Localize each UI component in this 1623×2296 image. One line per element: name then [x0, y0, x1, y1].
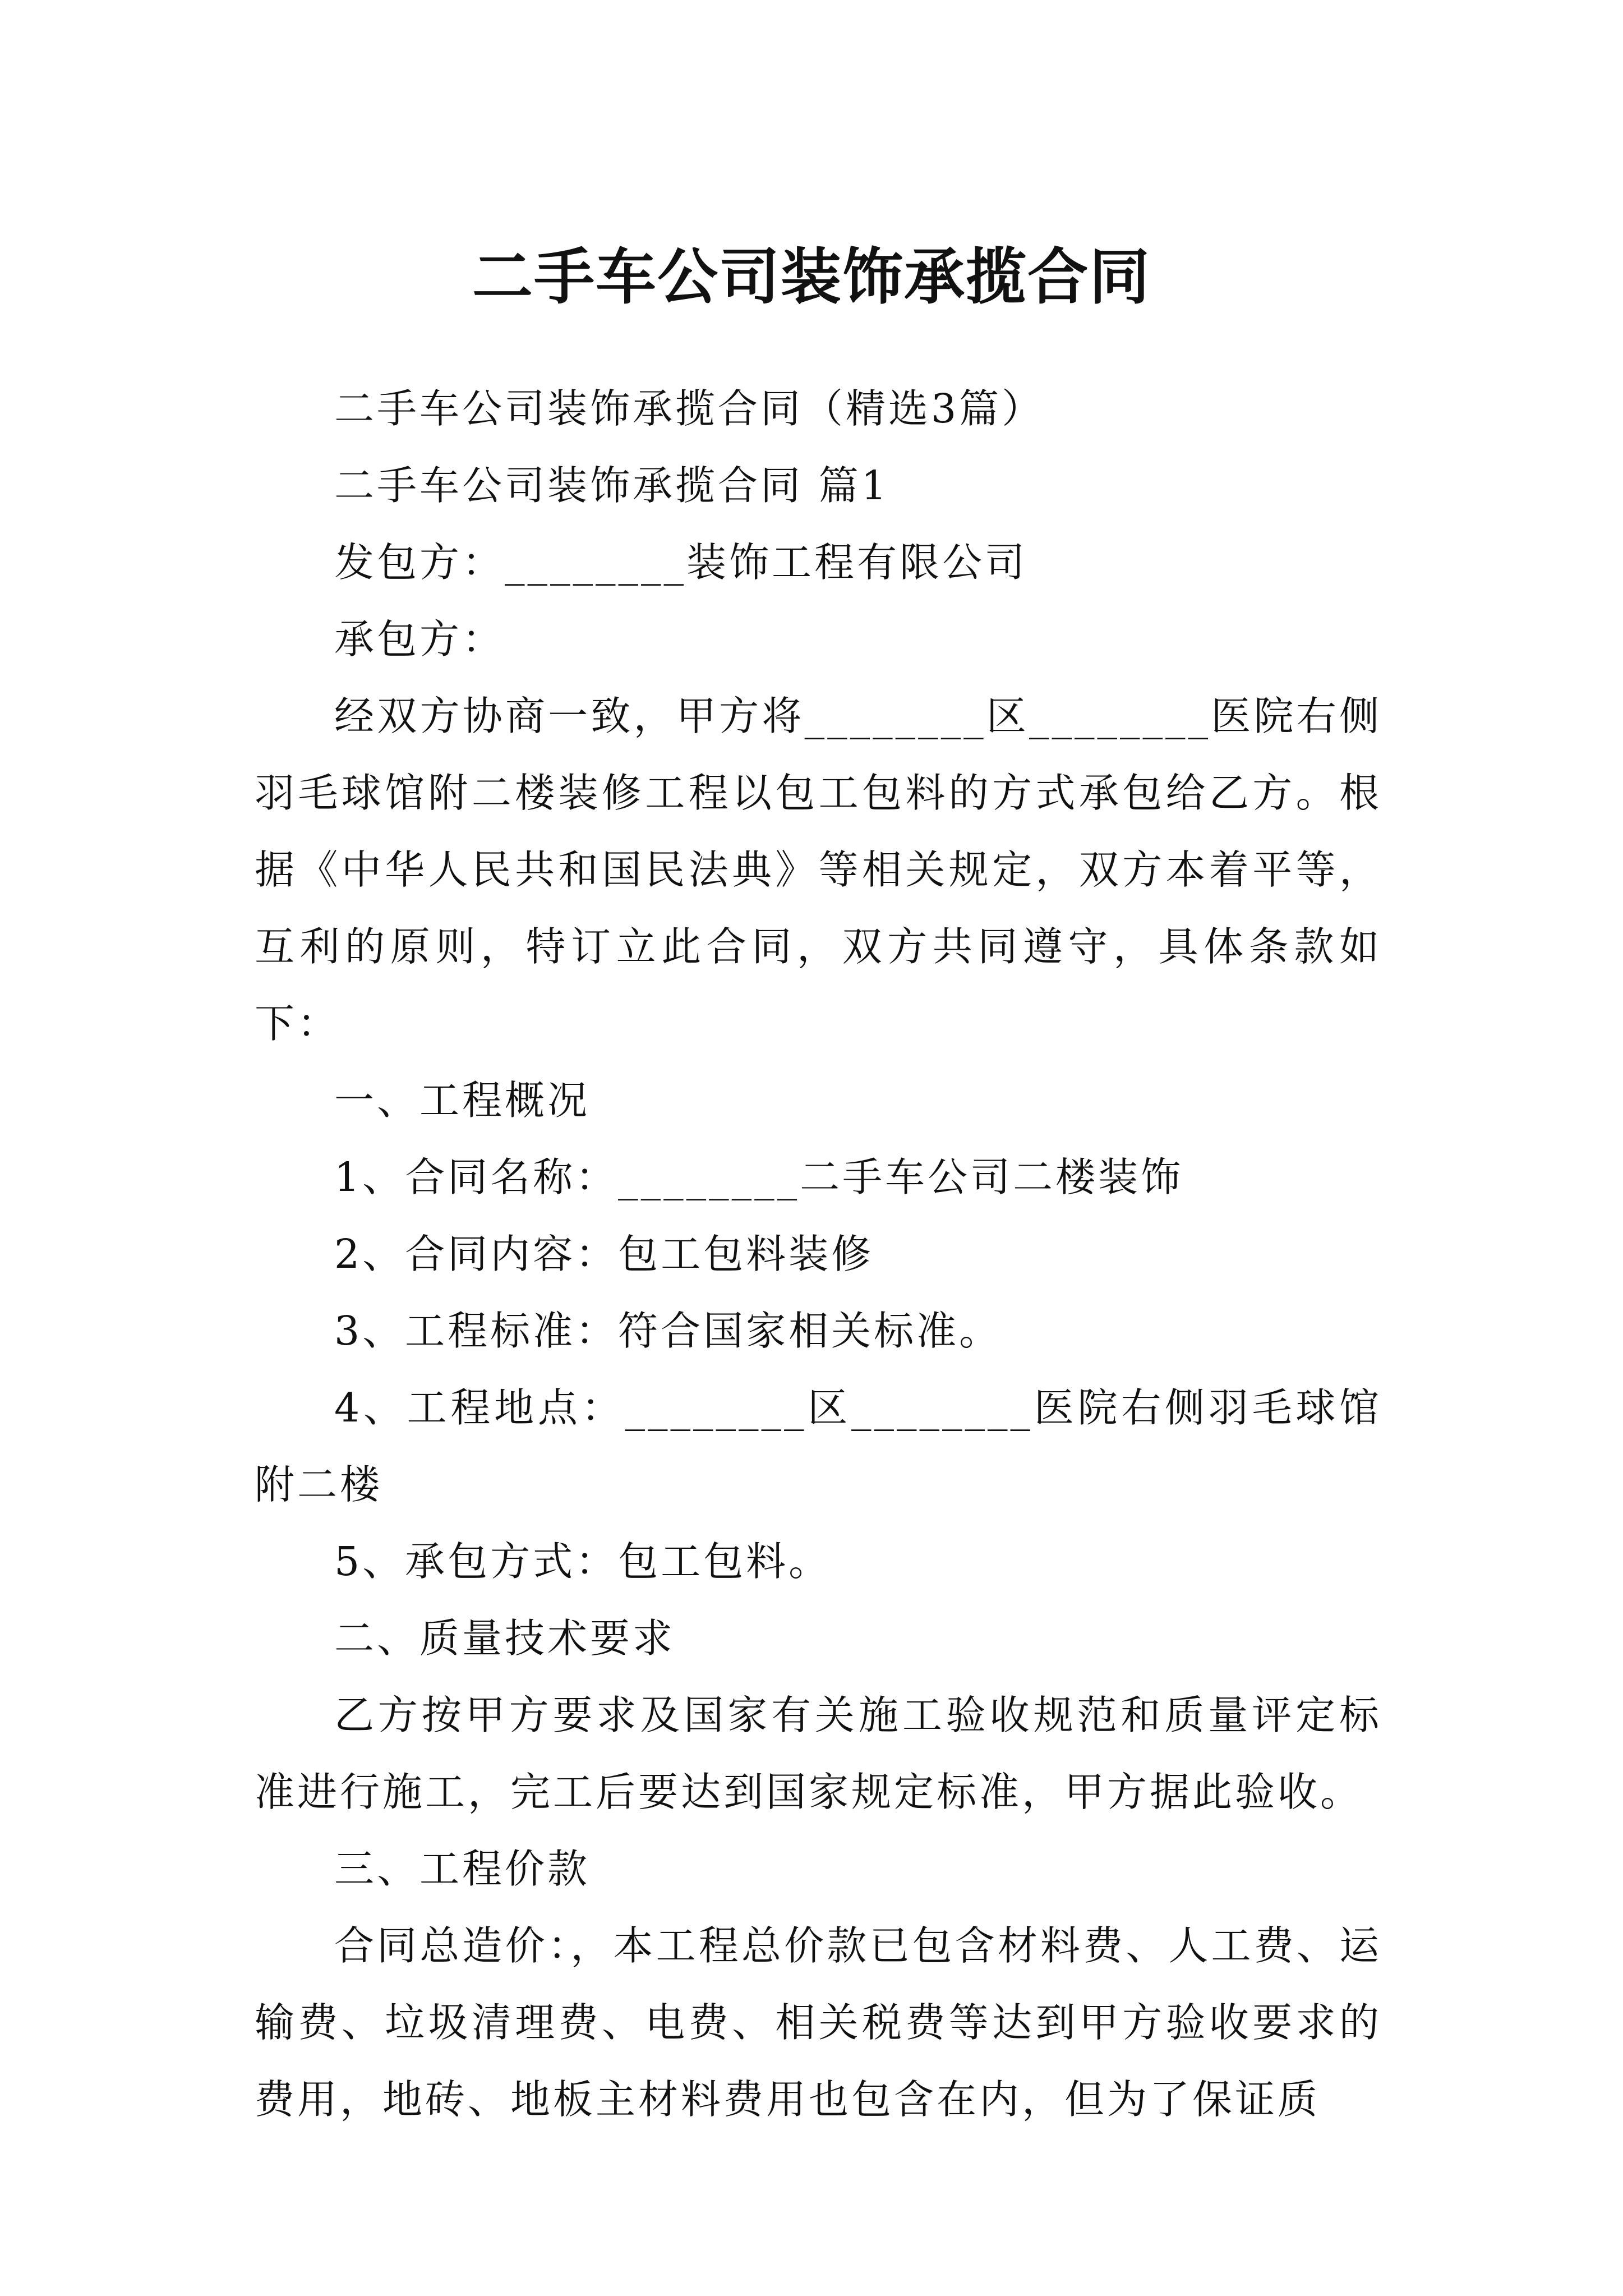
paragraph-contract-content: 2、合同内容：包工包料装修	[334, 1231, 874, 1277]
paragraph-contract-name: 1、合同名称：________二手车公司二楼装饰	[334, 1154, 1184, 1200]
document-body	[255, 370, 1382, 2138]
paragraph-heading-overview: 一、工程概况	[334, 1077, 591, 1124]
paragraph-section-heading: 二手车公司装饰承揽合同 篇1	[334, 462, 889, 509]
paragraph-employer: 发包方：________装饰工程有限公司	[334, 539, 1028, 586]
paragraph-project-location: 4、工程地点：________区________医院右侧羽毛球馆附二楼	[255, 1384, 1382, 1508]
paragraph-quality-requirements: 乙方按甲方要求及国家有关施工验收规范和质量评定标准进行施工，完工后要达到国家规定标准，甲方据此验收。	[255, 1692, 1382, 1815]
paragraph-heading-price: 三、工程价款	[334, 1846, 591, 1892]
paragraph-contractor: 承包方：	[334, 616, 505, 662]
paragraph-project-standard: 3、工程标准：符合国家相关标准。	[334, 1308, 1002, 1354]
paragraph-heading-quality: 二、质量技术要求	[334, 1615, 676, 1662]
paragraph-preamble: 经双方协商一致，甲方将________区________医院右侧羽毛球馆附二楼装修工程以包工包料的方式承包给乙方。根据《中华人民共和国民法典》等相关规定，双方本着平等，互利的原则，特订立此合同，双方共同遵守，具体条款如下：	[255, 693, 1382, 1047]
document-title: 二手车公司装饰承揽合同	[472, 242, 1151, 313]
paragraph-total-price: 合同总造价：，本工程总价款已包含材料费、人工费、运输费、垃圾清理费、电费、相关税费等达到甲方验收要求的费用，地砖、地板主材料费用也包含在内，但为了保证质	[255, 1922, 1382, 2123]
paragraph-subtitle: 二手车公司装饰承揽合同（精选3篇）	[334, 385, 1045, 432]
paragraph-contract-method: 5、承包方式：包工包料。	[334, 1538, 832, 1585]
